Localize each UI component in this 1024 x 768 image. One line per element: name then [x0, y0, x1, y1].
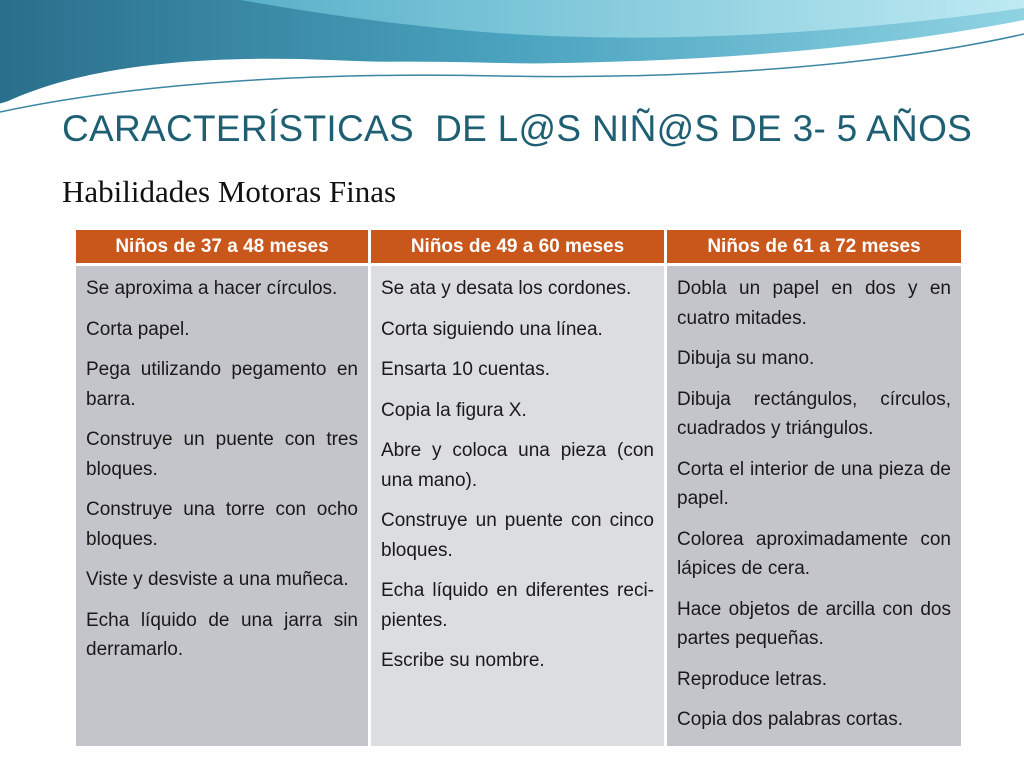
list-item: Reproduce letras. — [677, 668, 827, 690]
column-body — [76, 266, 368, 746]
list-item: Corta el interior de una pieza de papel. — [677, 458, 951, 509]
slide-subtitle: Habilidades Motoras Finas — [62, 174, 397, 209]
list-item: Copia dos palabras cortas. — [677, 709, 904, 730]
list-item: Dibuja su mano. — [677, 348, 815, 369]
list-item: Viste y desviste a una muñeca. — [86, 569, 349, 590]
column-header: Niños de 61 a 72 meses — [667, 230, 961, 266]
column-body — [667, 266, 961, 746]
list-item: Hace objetos de arcilla con dos partes pequeñas. — [677, 598, 951, 649]
list-item: Ensarta 10 cuentas. — [381, 359, 550, 380]
list-item: Corta siguiendo una línea. — [381, 318, 603, 340]
skills-table — [76, 230, 961, 744]
list-item: Construye un puente con tres bloques. — [86, 429, 358, 480]
list-item: Abre y coloca una pieza (con una mano). — [381, 440, 654, 491]
list-item: Dibuja rectángulos, círculos, cuadrados y triángulos. — [677, 388, 951, 439]
list-item: Se ata y desata los cordones. — [381, 278, 632, 299]
list-item: Se aproxima a hacer círculos. — [86, 278, 338, 299]
list-item: Corta papel. — [86, 318, 190, 340]
list-item: Construye una torre con ocho bloques. — [86, 499, 358, 550]
list-item: Echa líquido de una jarra sin derramarlo. — [86, 609, 358, 660]
list-item: Pega utilizando pegamento en barra. — [86, 359, 358, 410]
list-item: Copia la figura X. — [381, 399, 527, 421]
list-item: Colorea aproximadamente con lápices de cera. — [677, 528, 951, 579]
header-wave-decoration — [0, 0, 1024, 120]
list-item: Construye un puente con cinco bloques. — [381, 510, 654, 561]
list-item: Dobla un papel en dos y en cuatro mitades. — [677, 278, 951, 329]
column-header: Niños de 37 a 48 meses — [76, 230, 368, 266]
table-column — [76, 230, 371, 746]
column-body — [371, 266, 664, 746]
list-item: Echa líquido en diferentes recipientes. — [381, 580, 654, 631]
slide-title: CARACTERÍSTICAS DE L@S NIÑ@S DE 3- 5 AÑOS — [62, 108, 973, 149]
list-item: Escribe su nombre. — [381, 650, 545, 671]
table-column — [371, 230, 667, 746]
column-header: Niños de 49 a 60 meses — [371, 230, 664, 266]
table-column — [667, 230, 961, 746]
